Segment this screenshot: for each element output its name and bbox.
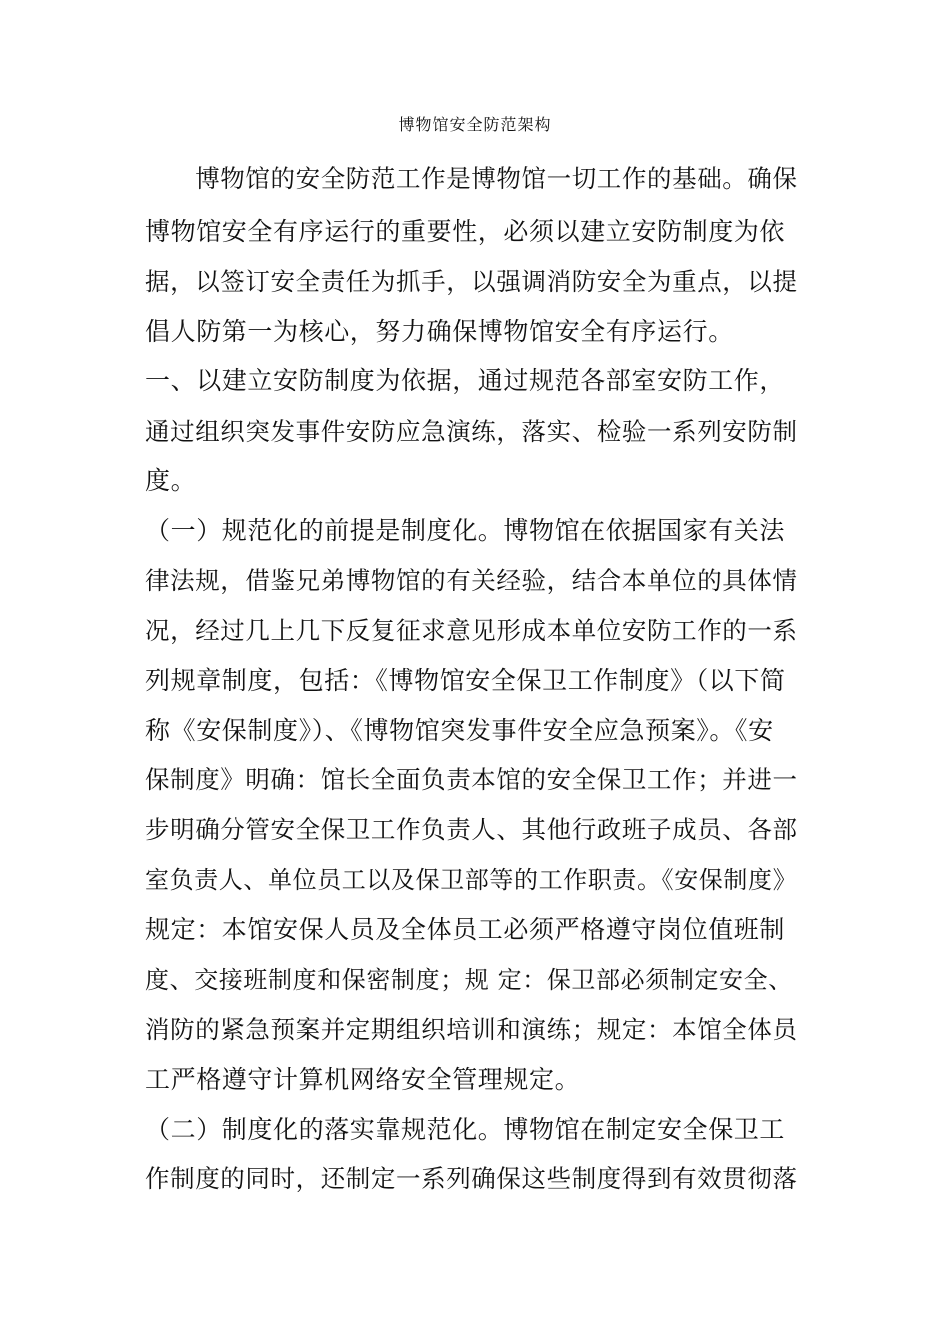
body-line: 作制度的同时，还制定一系列确保这些制度得到有效贯彻落 [145, 1164, 798, 1193]
body-line: 室负责人、单位员工以及保卫部等的工作职责。《安保制度》 [145, 866, 798, 894]
body-line: 通过组织突发事件安防应急演练，落实、检验一系列安防制 [145, 417, 798, 446]
body-line: 列规章制度，包括：《博物馆安全保卫工作制度》（以下简 [145, 666, 786, 695]
body-line: 况，经过几上几下反复征求意见形成本单位安防工作的一系 [145, 616, 798, 645]
body-line: 保制度》明确：馆长全面负责本馆的安全保卫工作；并进一 [145, 765, 798, 794]
body-line: 倡人防第一为核心，努力确保博物馆安全有序运行。 [145, 317, 734, 346]
body-line: 消防的紧急预案并定期组织培训和演练；规定：本馆全体员 [145, 1015, 798, 1044]
body-line: 度。 [145, 466, 197, 495]
body-line: （二）制度化的落实靠规范化。博物馆在制定安全保卫工 [145, 1115, 786, 1144]
body-line: 规定：本馆安保人员及全体员工必须严格遵守岗位值班制 [145, 915, 786, 944]
body-line: 度、交接班制度和保密制度；规 定：保卫部必须制定安全、 [145, 966, 793, 994]
body-line: （一）规范化的前提是制度化。博物馆在依据国家有关法 [145, 516, 786, 545]
body-line: 工严格遵守计算机网络安全管理规定。 [145, 1065, 581, 1094]
body-line: 步明确分管安全保卫工作负责人、其他行政班子成员、各部 [145, 815, 798, 844]
body-line: 律法规，借鉴兄弟博物馆的有关经验，结合本单位的具体情 [145, 566, 798, 595]
document-title: 博物馆安全防范架构 [398, 115, 552, 134]
body-line: 称《安保制度》）、《博物馆突发事件安全应急预案》。《安 [145, 716, 774, 745]
body-line: 据，以签订安全责任为抓手，以强调消防安全为重点，以提 [145, 267, 798, 296]
body-line: 一、以建立安防制度为依据，通过规范各部室安防工作， [145, 366, 786, 395]
body-line: 博物馆的安全防范工作是博物馆一切工作的基础。确保 [145, 164, 798, 193]
body-line: 博物馆安全有序运行的重要性，必须以建立安防制度为依 [145, 217, 786, 246]
